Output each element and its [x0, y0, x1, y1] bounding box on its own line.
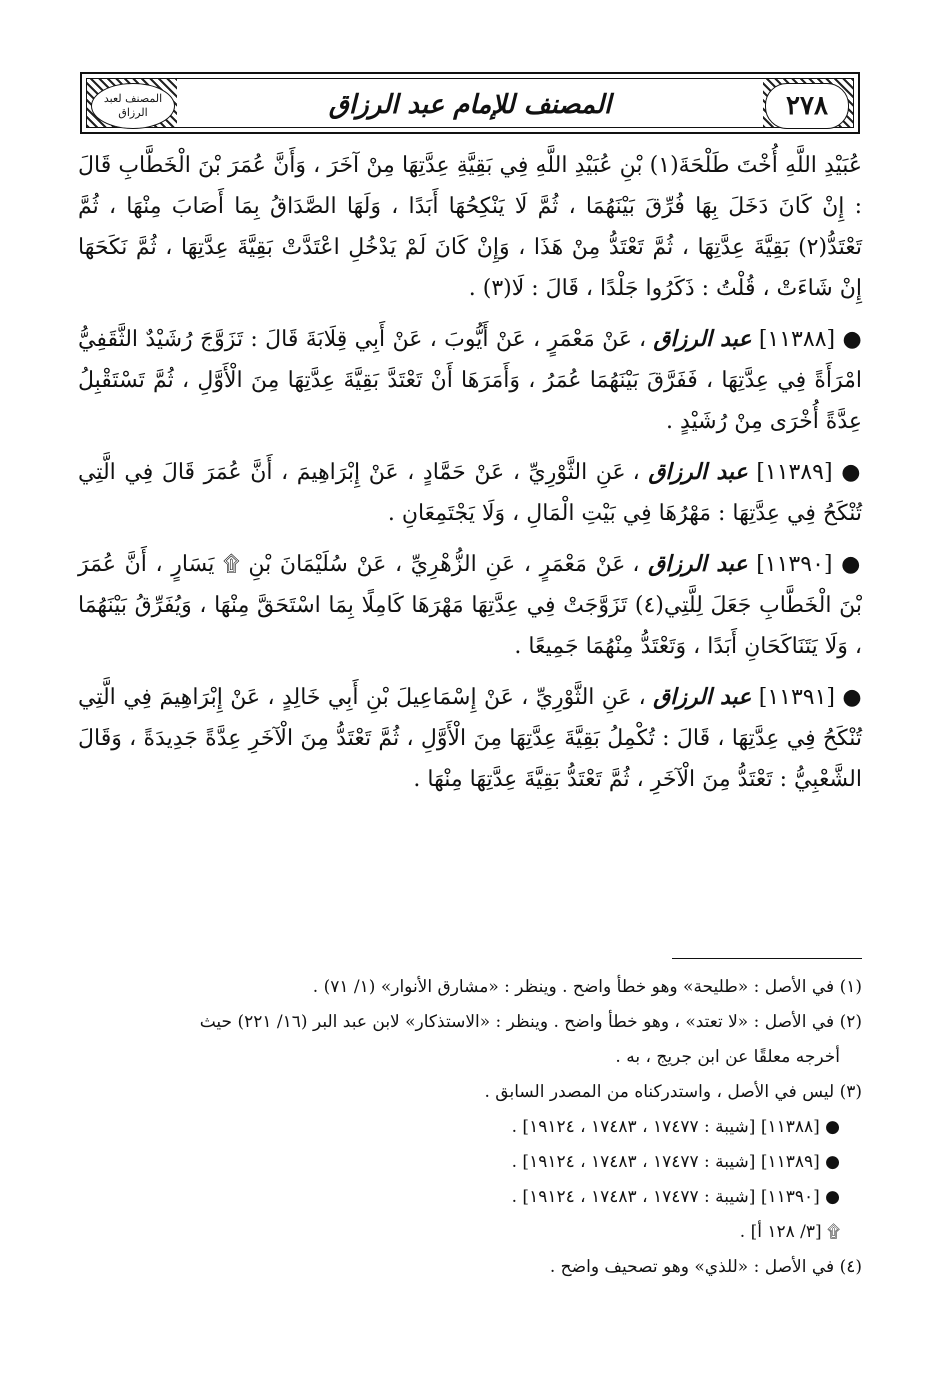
- author-name: عبد الرزاق: [648, 459, 748, 485]
- footnote-divider: [672, 958, 862, 959]
- paragraph-text: عُبَيْدِ اللَّهِ أُخْتَ طَلْحَةَ(١) بْنِ عُبَيْدِ اللَّهِ فِي بَقِيَّةِ عِدَّتِهَا مِنْ آخَرَ ، وَأَنَّ عُمَرَ بْنَ الْخَطَّابِ قَالَ : إِنْ كَانَ دَخَلَ بِهَا فُرِّقَ بَيْنَهُمَا ، ثُمَّ لَا يَنْكِحُهَا أَبَدًا ، وَلَهَا الصَّدَاقُ بِمَا أَصَابَ مِنْهَا ، ثُمَّ تَعْتَدُّ(٢) بَقِيَّةَ عِدَّتِهَا ، ثُمَّ تَعْتَدُّ مِنْ هَذَا ، وَإِنْ كَانَ لَمْ يَدْخُلِ اعْتَدَّتْ بَقِيَّةَ عِدَّتِهَا ، ثُمَّ نَكَحَهَا إِنْ شَاءَتْ ، قُلْتُ : ذَكَرُوا جَلْدًا ، قَالَ : لَا(٣) .: [78, 153, 863, 301]
- manuscript-folio-note: ۩ [٣/ ١٢٨ أ] .: [739, 1222, 840, 1242]
- footnotes: [80, 972, 862, 1287]
- header-frame: [86, 78, 854, 128]
- author-name: عبد الرزاق: [653, 326, 752, 352]
- paragraph-text: ، عَنْ مَعْمَرٍ ، عَنِ الزُّهْرِيِّ ، عَنْ سُلَيْمَانَ بْنِ ۩ يَسَارٍ ، أَنَّ عُمَرَ بْنَ الْخَطَّابِ جَعَلَ لِلَّتِي(٤) تَزَوَّجَتْ فِي عِدَّتِهَا مَهْرَهَا كَامِلًا بِمَا اسْتَحَقَّ مِنْهَا ، وَيُفَرِّقُ بَيْنَهُمَا ، وَلَا يَتَنَاكَحَانِ أَبَدًا ، وَتَعْتَدُّ مِنْهُمَا جَمِيعًا .: [78, 552, 862, 659]
- hadith-11389: [78, 452, 862, 534]
- paragraph: [78, 145, 862, 309]
- hadith-number: [١١٣٩١]: [758, 685, 835, 710]
- footnote-3: (٣) ليس في الأصل ، واستدركناه من المصدر السابق .: [484, 1082, 862, 1102]
- author-name: عبد الرزاق: [648, 551, 748, 577]
- footnote-1: (١) في الأصل : «طليحة» وهو خطأ واضح . وينظر : «مشارق الأنوار» (١/ ٧١) .: [312, 977, 862, 997]
- footnote-4: (٤) في الأصل : «للذي» وهو تصحيف واضح .: [549, 1257, 862, 1277]
- paragraph-text: ، عَنِ الثَّوْرِيِّ ، عَنْ إِسْمَاعِيلَ بْنِ أَبِي خَالِدٍ ، عَنْ إِبْرَاهِيمَ فِي الَّتِي تُنْكَحُ فِي عِدَّتِهَا ، قَالَ : تُكْمِلُ بَقِيَّةَ عِدَّتِهَا مِنَ الْأَوَّلِ ، ثُمَّ تَعْتَدُّ مِنَ الْآخَرِ عِدَّةً جَدِيدَةً ، وَقَالَ الشَّعْبِيُّ : تَعْتَدُّ مِنَ الْآخَرِ ، ثُمَّ تَعْتَدُّ بَقِيَّةَ عِدَّتِهَا مِنْهَا .: [78, 685, 862, 792]
- hadith-11391: [78, 677, 862, 800]
- source-note-11390: ● [١١٣٩٠] [شيبة : ١٧٤٧٧ ، ١٧٤٨٣ ، ١٩١٢٤] .: [511, 1187, 840, 1207]
- main-text: [78, 145, 862, 810]
- bullet-icon: ●: [841, 459, 863, 485]
- hadith-number: [١١٣٨٨]: [758, 327, 836, 352]
- bullet-icon: ●: [841, 551, 862, 577]
- footnote-2: (٢) في الأصل : «لا تعتد» ، وهو خطأ واضح . وينظر : «الاستذكار» لابن عبد البر (١٦/ ٢٢١) حيث: [199, 1012, 862, 1032]
- bullet-icon: ●: [842, 684, 863, 710]
- source-note-11388: ● [١١٣٨٨] [شيبة : ١٧٤٧٧ ، ١٧٤٨٣ ، ١٩١٢٤] .: [511, 1117, 840, 1137]
- footnote-2-continued: أخرجه معلقًا عن ابن جريج ، به .: [615, 1047, 840, 1067]
- book-emblem: المصنف لعبد الرزاق: [91, 83, 175, 129]
- bullet-icon: ●: [842, 326, 862, 352]
- page-number: ٢٧٨: [765, 83, 849, 129]
- hadith-11388: [78, 319, 862, 442]
- author-name: عبد الرزاق: [653, 684, 752, 710]
- paragraph-text: ، عَنِ الثَّوْرِيِّ ، عَنْ حَمَّادٍ ، عَنْ إِبْرَاهِيمَ ، أَنَّ عُمَرَ قَالَ فِي الَّتِي تُنْكَحُ فِي عِدَّتِهَا : مَهْرُهَا فِي بَيْتِ الْمَالِ ، وَلَا يَجْتَمِعَانِ .: [78, 460, 862, 526]
- hadith-11390: [78, 544, 862, 667]
- hadith-number: [١١٣٨٩]: [756, 460, 833, 485]
- source-note-11389: ● [١١٣٨٩] [شيبة : ١٧٤٧٧ ، ١٧٤٨٣ ، ١٩١٢٤] .: [511, 1152, 840, 1172]
- page-title: المصنف للإمام عبد الرزاق: [328, 90, 612, 120]
- paragraph-text: ، عَنْ مَعْمَرٍ ، عَنْ أَيُّوبَ ، عَنْ أَبِي قِلَابَةَ قَالَ : تَزَوَّجَ رُشَيْدٌ الثَّقَفِيُّ امْرَأَةً فِي عِدَّتِهَا ، فَفَرَّقَ بَيْنَهُمَا عُمَرُ ، وَأَمَرَهَا أَنْ تَعْتَدَّ بَقِيَّةَ عِدَّتِهَا مِنَ الْأَوَّلِ ، ثُمَّ تَسْتَقْبِلُ عِدَّةً أُخْرَى مِنْ رُشَيْدٍ .: [78, 327, 862, 434]
- hadith-number: [١١٣٩٠]: [756, 552, 833, 577]
- page-header: [80, 72, 860, 134]
